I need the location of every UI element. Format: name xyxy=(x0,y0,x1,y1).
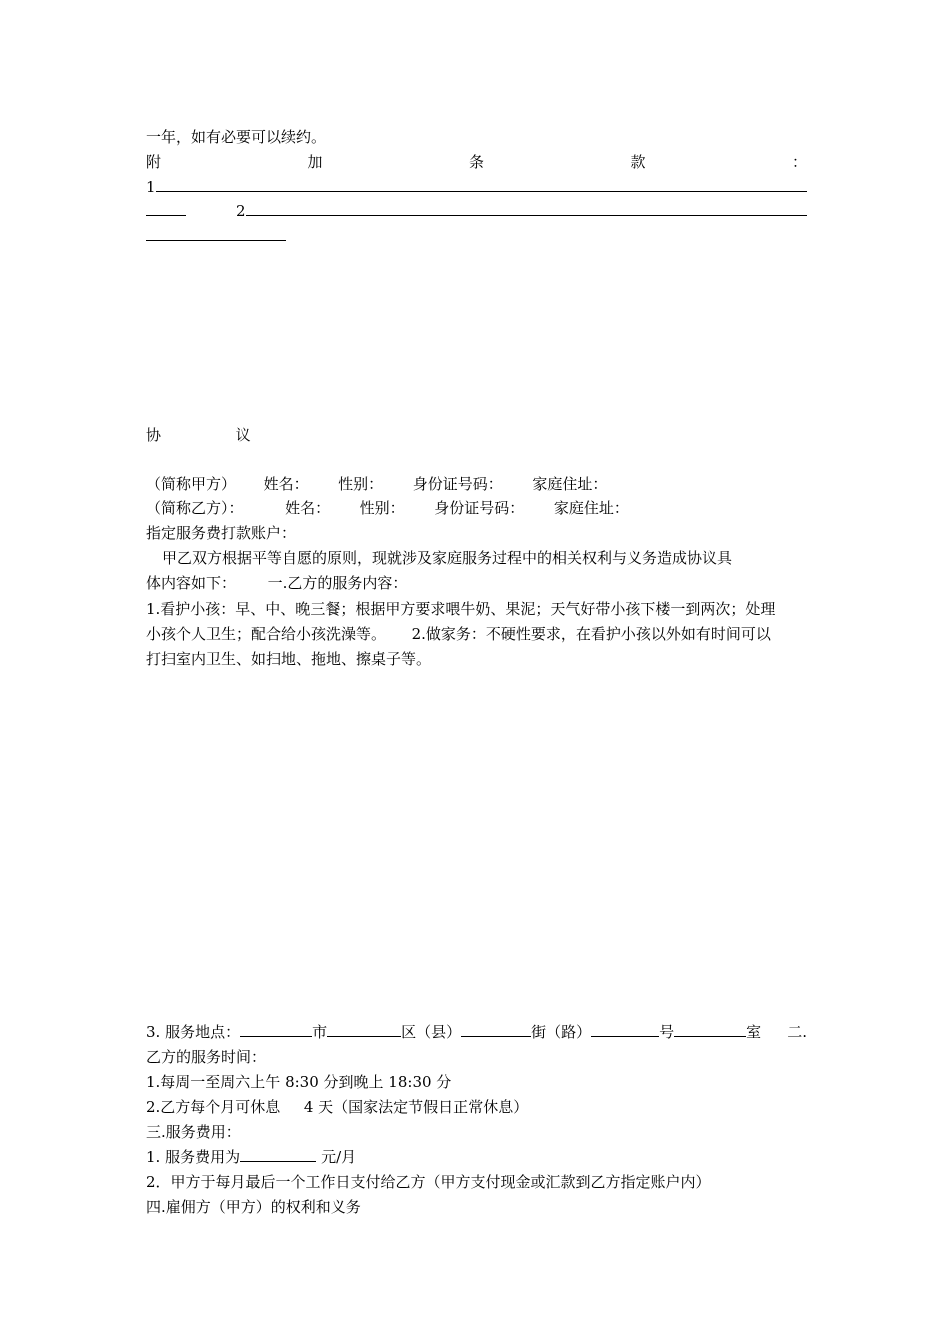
time-line-1: 1.每周一至周六上午 8:30 分到晚上 18:30 分 xyxy=(146,1073,452,1091)
party-b-address: 家庭住址： xyxy=(553,499,629,517)
item2-label: 2 xyxy=(236,202,246,220)
party-b-gender: 性别： xyxy=(359,499,405,517)
item2-blank-cont xyxy=(146,226,286,241)
account-line: 指定服务费打款账户： xyxy=(146,524,297,542)
time-line-2 xyxy=(146,1097,807,1117)
street-blank xyxy=(461,1022,531,1037)
room-label: 室 xyxy=(746,1023,762,1041)
agreement-title xyxy=(146,425,807,445)
party-b-id: 身份证号码： xyxy=(434,499,525,517)
fee-line-1 xyxy=(146,1147,807,1167)
location-label: 3. 服务地点： xyxy=(146,1023,241,1041)
service-time-title: 乙方的服务时间： xyxy=(146,1048,267,1066)
attachment-heading xyxy=(146,152,807,172)
item1-blank-cont xyxy=(146,201,186,216)
rest-days-label: 2.乙方每个月可休息 xyxy=(146,1098,281,1116)
service-line-2 xyxy=(146,624,807,644)
rest-days-value: 4 天（国家法定节假日正常休息） xyxy=(303,1098,529,1116)
street-label: 街（路） xyxy=(531,1023,592,1041)
city-label: 市 xyxy=(312,1023,328,1041)
district-blank xyxy=(327,1022,401,1037)
title-char-1: 协 xyxy=(146,426,162,444)
party-a-gender: 性别： xyxy=(338,475,384,493)
party-a-id: 身份证号码： xyxy=(412,475,503,493)
party-a-label: （简称甲方） xyxy=(146,475,237,493)
party-a-name: 姓名： xyxy=(263,475,309,493)
renewal-line: 一年，如有必要可以续约。 xyxy=(146,128,327,146)
fee-unit: 元/月 xyxy=(321,1148,357,1166)
attach-char-4: 款 xyxy=(630,153,646,171)
intro-line-2 xyxy=(146,573,807,593)
number-label: 号 xyxy=(659,1023,675,1041)
title-char-2: 议 xyxy=(235,426,251,444)
party-b-line xyxy=(146,498,807,518)
intro-content: 体内容如下： xyxy=(146,574,237,592)
room-blank xyxy=(674,1022,746,1037)
fee-line-2: 2．甲方于每月最后一个工作日支付给乙方（甲方支付现金或汇款到乙方指定账户内） xyxy=(146,1173,711,1191)
attach-char-1: 附 xyxy=(146,153,162,171)
section-2-number: 二. xyxy=(787,1023,807,1041)
service-line-3: 打扫室内卫生、如扫地、拖地、擦桌子等。 xyxy=(146,650,432,668)
item1-blank xyxy=(156,177,807,192)
attachment-item-2-cont xyxy=(146,226,807,246)
attachment-item-2 xyxy=(146,201,807,221)
party-a-line xyxy=(146,474,807,494)
fee-label: 1. 服务费用为 xyxy=(146,1148,241,1166)
attach-char-3: 条 xyxy=(468,153,484,171)
housework-item: 2.做家务：不硬性要求，在看护小孩以外如有时间可以 xyxy=(411,625,771,643)
fee-title: 三.服务费用： xyxy=(146,1123,241,1141)
fee-blank xyxy=(240,1147,316,1162)
attachment-item-1 xyxy=(146,177,807,197)
number-blank xyxy=(591,1022,659,1037)
intro-line-1: 甲乙双方根据平等自愿的原则，现就涉及家庭服务过程中的相关权利与义务造成协议具 xyxy=(162,549,733,567)
party-a-address: 家庭住址： xyxy=(532,475,608,493)
party-b-label: （简称乙方）： xyxy=(146,499,244,517)
location-line xyxy=(146,1022,807,1042)
childcare-cont: 小孩个人卫生；配合给小孩洗澡等。 xyxy=(146,625,387,643)
attach-char-2: 加 xyxy=(307,153,323,171)
item2-blank xyxy=(246,201,807,216)
section-4-title: 四.雇佣方（甲方）的权利和义务 xyxy=(146,1198,361,1216)
city-blank xyxy=(240,1022,312,1037)
item1-label: 1 xyxy=(146,178,156,196)
party-b-name: 姓名： xyxy=(285,499,331,517)
attach-char-5: ： xyxy=(791,153,807,171)
district-label: 区（县） xyxy=(401,1023,462,1041)
section-1-heading: 一.乙方的服务内容： xyxy=(267,574,408,592)
service-line-1: 1.看护小孩：早、中、晚三餐；根据甲方要求喂牛奶、果泥；天气好带小孩下楼一到两次；处理 xyxy=(146,600,776,618)
